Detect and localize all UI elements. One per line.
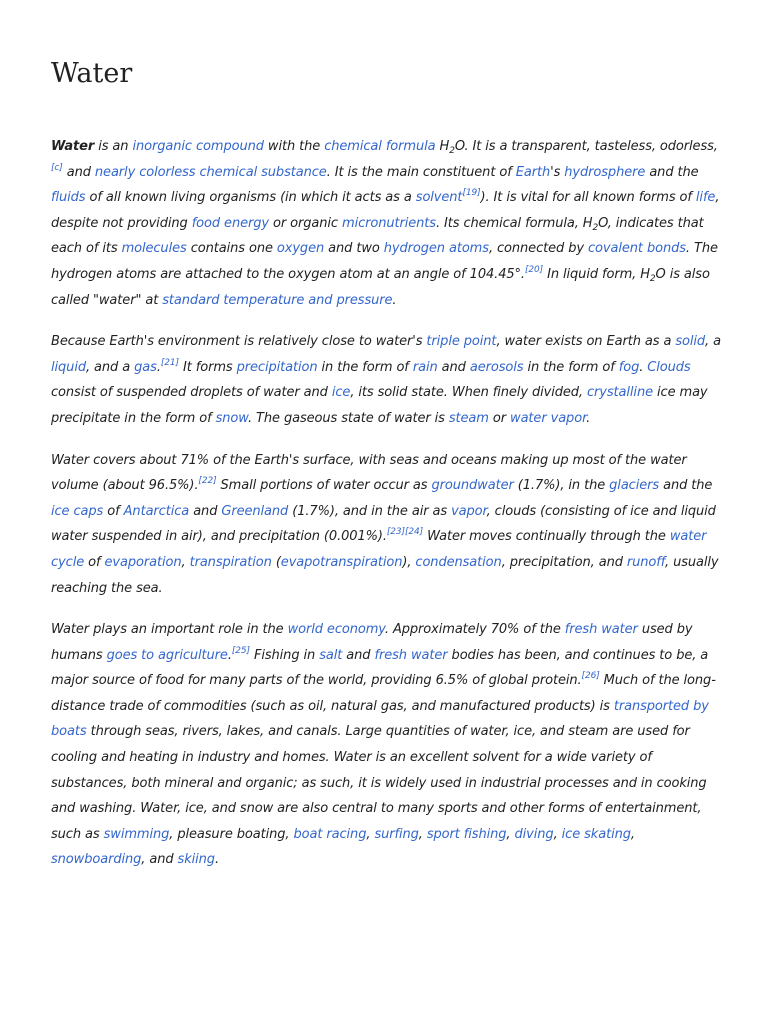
- text-run: (: [271, 554, 281, 570]
- text-run: .: [227, 647, 232, 663]
- text-run: In liquid form, H: [543, 266, 650, 282]
- wiki-link[interactable]: skiing: [177, 852, 215, 868]
- subscript: 2: [592, 222, 599, 233]
- wiki-link[interactable]: hydrogen atoms: [383, 241, 489, 257]
- text-run: ,: [630, 826, 635, 842]
- wiki-link[interactable]: life: [695, 190, 716, 206]
- citation-sup[interactable]: [462, 188, 480, 198]
- wiki-link[interactable]: fresh water: [374, 647, 448, 663]
- subscript: 2: [649, 273, 656, 284]
- text-run: consist of suspended droplets of water and: [51, 385, 332, 401]
- text-run: .: [639, 359, 648, 375]
- text-run: Water covers about 71% of the Earth's surface, with seas and oceans making up most of the water volume (about 96.5%).: [51, 452, 687, 494]
- citation-link[interactable]: [23]: [386, 527, 405, 538]
- wiki-link[interactable]: molecules: [121, 241, 187, 257]
- wiki-link[interactable]: steam: [448, 410, 489, 426]
- text-run: , pleasure boating,: [169, 826, 294, 842]
- wiki-link[interactable]: vapor: [451, 503, 487, 519]
- text-run: , a: [705, 334, 721, 350]
- wiki-link[interactable]: inorganic compound: [132, 139, 264, 154]
- wiki-link[interactable]: ice caps: [51, 503, 104, 519]
- wiki-link[interactable]: crystalline: [586, 385, 653, 401]
- text-run: ,: [506, 826, 515, 842]
- citation-link[interactable]: [21]: [160, 357, 179, 368]
- text-run: Water moves continually through the: [423, 529, 670, 545]
- wiki-link[interactable]: evapotranspiration: [280, 554, 403, 570]
- article-body: [51, 134, 723, 889]
- text-run: , and: [141, 852, 178, 868]
- text-run: .: [586, 410, 591, 426]
- text-run: , despite not providing: [51, 190, 720, 231]
- wiki-link[interactable]: rain: [412, 359, 438, 375]
- wiki-link[interactable]: goes to agriculture: [106, 647, 228, 663]
- text-run: bodies has been, and continues to be, a major source of food for many parts of the world, providing 6.5% of global protein.: [51, 647, 709, 689]
- text-run: . The gaseous state of water is: [247, 410, 449, 426]
- text-run: contains one: [186, 241, 277, 257]
- text-run: O is also called "water" at: [51, 266, 710, 308]
- wiki-link[interactable]: covalent bonds: [588, 241, 686, 257]
- citation-link[interactable]: [25]: [231, 645, 250, 656]
- citation-link[interactable]: [26]: [581, 671, 600, 682]
- text-run: Much of the long-distance trade of commodities (such as oil, natural gas, and manufactured products) is: [51, 673, 716, 714]
- text-run: , water exists on Earth as a: [496, 334, 676, 350]
- text-run: , and a: [85, 359, 135, 375]
- text-run: 's: [550, 164, 565, 180]
- text-run: or: [488, 410, 511, 426]
- text-run: . Approximately 70% of the: [384, 622, 565, 638]
- text-run: , its solid state. When finely divided,: [350, 385, 587, 401]
- text-run: in the form of: [317, 359, 413, 375]
- wiki-link[interactable]: solid: [675, 334, 706, 350]
- text-run: of all known living organisms (in which it acts as a: [85, 190, 416, 206]
- wiki-link[interactable]: runoff: [626, 554, 665, 570]
- citation-sup[interactable]: [51, 163, 63, 173]
- text-run: . It is the main constituent of: [326, 164, 516, 180]
- citation-sup[interactable]: [525, 265, 543, 275]
- wiki-link[interactable]: nearly colorless chemical substance: [94, 164, 327, 180]
- text-run: and the: [659, 478, 713, 494]
- wiki-link[interactable]: Clouds: [647, 359, 691, 375]
- text-run: of: [103, 503, 124, 519]
- text-run: It forms: [178, 359, 237, 375]
- text-run: used by humans: [51, 622, 693, 663]
- text-run: or organic: [268, 215, 342, 231]
- wiki-link[interactable]: micronutrients: [342, 215, 436, 231]
- citation-link[interactable]: [c]: [51, 162, 63, 173]
- citation-sup[interactable]: [405, 527, 423, 537]
- text-run: of: [84, 554, 105, 570]
- paragraph-1: [51, 134, 723, 313]
- wiki-link[interactable]: evaporation: [104, 554, 182, 570]
- text-run: .: [156, 359, 161, 375]
- text-run: is an: [94, 139, 133, 154]
- text-run: .: [214, 852, 220, 868]
- text-run: ). It is vital for all known forms of: [480, 190, 696, 206]
- text-run: Small portions of water occur as: [216, 478, 432, 494]
- text-run: (1.7%), in the: [513, 478, 610, 494]
- wiki-link[interactable]: swimming: [103, 826, 170, 842]
- wiki-link[interactable]: surfing: [374, 826, 419, 842]
- text-run: O. It is a transparent, tasteless, odorless,: [454, 139, 718, 154]
- text-run: O, indicates that each of its: [51, 215, 704, 257]
- wiki-link[interactable]: triple point: [426, 334, 497, 350]
- wiki-link[interactable]: fresh water: [564, 622, 638, 638]
- wiki-link[interactable]: fog: [618, 359, 640, 375]
- text-run: Water plays an important role in the: [51, 622, 288, 638]
- text-run: , precipitation, and: [501, 554, 627, 570]
- text-run: and two: [324, 241, 384, 257]
- text-run: ),: [402, 554, 416, 570]
- citation-sup[interactable]: [161, 358, 179, 368]
- wiki-link[interactable]: Greenland: [221, 503, 289, 519]
- wiki-link[interactable]: fluids: [51, 190, 86, 206]
- wiki-link[interactable]: water cycle: [51, 529, 707, 570]
- subscript: 2: [449, 146, 455, 156]
- citation-sup[interactable]: [582, 671, 600, 681]
- wiki-link[interactable]: transpiration: [189, 554, 272, 570]
- wiki-link[interactable]: Antarctica: [123, 503, 190, 519]
- wiki-link[interactable]: diving: [514, 826, 554, 842]
- wiki-link[interactable]: transported by boats: [51, 698, 709, 740]
- text-run: . The hydrogen atoms are attached to the oxygen atom at an angle of 104.45°.: [51, 241, 718, 282]
- text-run: ice may precipitate in the form of: [51, 385, 708, 426]
- text-run: and: [62, 164, 95, 180]
- wiki-link[interactable]: standard temperature and pressure: [162, 292, 393, 308]
- wiki-link[interactable]: food energy: [191, 215, 269, 231]
- wiki-link[interactable]: boat racing: [293, 826, 367, 842]
- text-run: ,: [553, 826, 562, 842]
- wiki-link[interactable]: oxygen: [276, 241, 325, 257]
- wiki-link[interactable]: hydrosphere: [564, 164, 646, 180]
- wiki-link[interactable]: sport fishing: [426, 826, 507, 842]
- text-run: ,: [181, 554, 190, 570]
- text-run: and the: [645, 164, 699, 180]
- text-run: through seas, rivers, lakes, and canals. Large quantities of water, ice, and steam are used for cooling and heating in industry and homes. Water is an excellent solvent for a wide variety of substances, both mineral and organic; as such, it is widely used in industrial processes and in cooking and washing. Water, ice, and snow are also central to many sports and other forms of entertainment, such as: [51, 724, 707, 842]
- citation-sup[interactable]: [232, 646, 250, 656]
- text-run: Because Earth's environment is relatively close to water's: [51, 334, 427, 350]
- wiki-link[interactable]: precipitation: [236, 359, 318, 375]
- bold-term: Water: [51, 139, 95, 154]
- paragraph-2: [51, 329, 723, 431]
- wiki-link[interactable]: Earth: [515, 164, 551, 180]
- paragraph-3: [51, 448, 723, 602]
- wiki-link[interactable]: salt: [319, 647, 343, 663]
- paragraph-4: [51, 617, 723, 873]
- text-run: (1.7%), and in the air as: [288, 503, 452, 519]
- text-run: H: [435, 139, 450, 154]
- wiki-link[interactable]: chemical formula: [324, 139, 436, 154]
- text-run: ,: [418, 826, 427, 842]
- citation-link[interactable]: [19]: [462, 188, 481, 199]
- wiki-link[interactable]: condensation: [415, 554, 502, 570]
- text-run: and: [437, 359, 470, 375]
- citation-link[interactable]: [24]: [404, 527, 424, 538]
- wiki-link[interactable]: water vapor: [510, 410, 587, 426]
- wiki-link[interactable]: ice skating: [561, 826, 631, 842]
- citation-sup[interactable]: [387, 527, 405, 537]
- wiki-link[interactable]: world economy: [287, 622, 385, 638]
- wiki-link[interactable]: liquid: [51, 359, 86, 375]
- wiki-link[interactable]: ice: [331, 385, 351, 401]
- text-run: ,: [366, 826, 375, 842]
- page-title: Water: [51, 58, 133, 89]
- text-run: , connected by: [488, 241, 588, 257]
- wiki-link[interactable]: groundwater: [431, 478, 514, 494]
- text-run: in the form of: [523, 359, 619, 375]
- wiki-link[interactable]: solvent: [415, 190, 463, 206]
- text-run: Fishing in: [249, 647, 320, 663]
- text-run: with the: [263, 139, 325, 154]
- text-run: and: [189, 503, 222, 519]
- citation-link[interactable]: [20]: [524, 264, 544, 275]
- wiki-link[interactable]: glaciers: [609, 478, 660, 494]
- citation-sup[interactable]: [198, 476, 216, 486]
- wiki-link[interactable]: aerosols: [469, 359, 524, 375]
- wiki-link[interactable]: snow: [215, 410, 248, 426]
- wiki-link[interactable]: gas: [134, 359, 157, 375]
- text-run: , usually reaching the sea.: [51, 554, 719, 596]
- wiki-link[interactable]: snowboarding: [51, 852, 142, 868]
- text-run: , clouds (consisting of ice and liquid water suspended in air), and precipitation (0.001%).: [51, 503, 716, 545]
- text-run: . Its chemical formula, H: [435, 215, 593, 231]
- text-run: .: [392, 292, 397, 308]
- citation-link[interactable]: [22]: [198, 476, 217, 487]
- text-run: and: [342, 647, 375, 663]
